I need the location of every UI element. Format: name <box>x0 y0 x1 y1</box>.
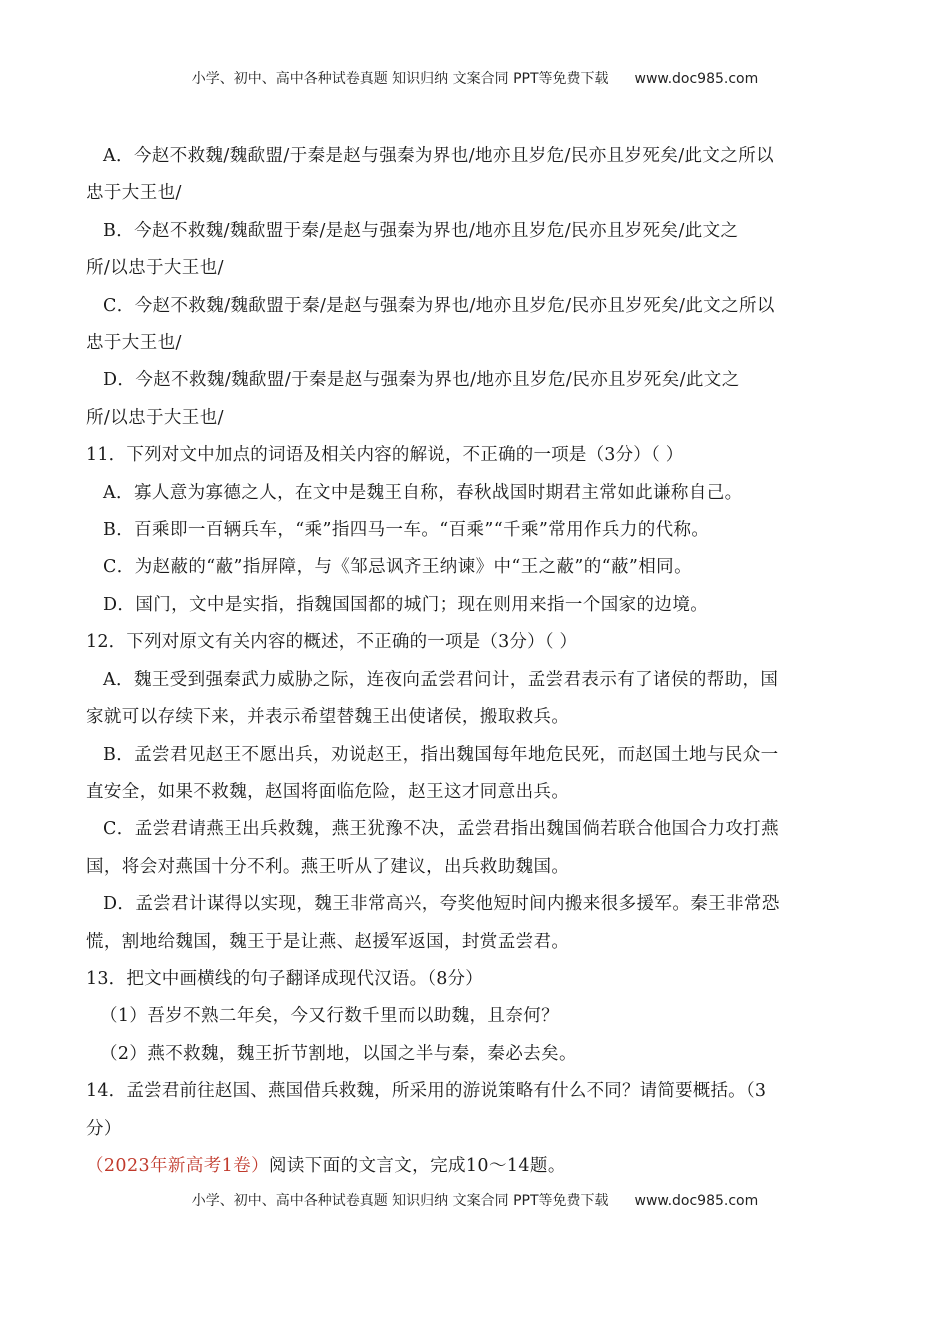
q11-option-c: C．为赵蔽的“蔽”指屏障，与《邹忌讽齐王纳谏》中“王之蔽”的“蔽”相同。 <box>103 557 692 578</box>
footer-site-link[interactable]: www.doc985.com <box>634 1193 759 1209</box>
q10-option-d-line1: D．今赵不救魏/魏歃盟/于秦是赵与强秦为界也/地亦且岁危/民亦且岁死矣/此文之 <box>103 370 740 391</box>
q11-option-b: B．百乘即一百辆兵车，“乘”指四马一车。“百乘”“千乘”常用作兵力的代称。 <box>103 520 710 541</box>
q10-option-c-line2: 忠于大王也/ <box>86 333 182 354</box>
q10-option-a-line1: A．今赵不救魏/魏歃盟/于秦是赵与强秦为界也/地亦且岁危/民亦且岁死矣/此文之所以 <box>103 146 775 166</box>
q11-stem: 11．下列对文中加点的词语及相关内容的解说，不正确的一项是（3分）（ ） <box>86 445 684 466</box>
q14-stem-line1: 14．孟尝君前往赵国、燕国借兵救魏，所采用的游说策略有什么不同？请简要概括。（3 <box>86 1081 767 1102</box>
q11-option-d: D．国门，文中是实指，指魏国国都的城门；现在则用来指一个国家的边境。 <box>103 594 709 615</box>
q12-option-d-line1: D．孟尝君计谋得以实现，魏王非常高兴，夸奖他短时间内搬来很多援军。秦王非常恐 <box>103 894 780 915</box>
q12-option-c-line1: C．孟尝君请燕王出兵救魏，燕王犹豫不决，孟尝君指出魏国倘若联合他国合力攻打燕 <box>103 819 780 840</box>
q13-sentence-1: （1）吾岁不熟二年矣，今又行数千里而以助魏，且奈何？ <box>100 1006 560 1027</box>
document-body <box>86 138 866 1185</box>
q12-option-a-line1: A．魏王受到强秦武力威胁之际，连夜向孟尝君问计，孟尝君表示有了诸侯的帮助，国 <box>103 669 779 690</box>
q14-stem-line2: 分） <box>86 1118 122 1139</box>
header-site-link[interactable]: www.doc985.com <box>634 71 759 87</box>
next-section-intro <box>86 1148 866 1185</box>
q11-option-a: A．寡人意为寡德之人，在文中是魏王自称，春秋战国时期君主常如此谦称自己。 <box>103 482 743 503</box>
q12-stem: 12．下列对原文有关内容的概述，不正确的一项是（3分）（ ） <box>86 632 578 653</box>
q12-option-d-line2: 慌，割地给魏国，魏王于是让燕、赵援军返国，封赏孟尝君。 <box>86 931 570 952</box>
q10-option-d-line2: 所/以忠于大王也/ <box>86 407 224 428</box>
q10-option-b-line2: 所/以忠于大王也/ <box>86 258 224 279</box>
footer-text: 小学、初中、高中各种试卷真题 知识归纳 文案合同 PPT等免费下载 <box>191 1193 609 1209</box>
page-footer <box>0 1190 950 1210</box>
q10-option-c-line1: C．今赵不救魏/魏歃盟于秦/是赵与强秦为界也/地亦且岁危/民亦且岁死矣/此文之所以 <box>103 295 775 316</box>
q13-stem: 13．把文中画横线的句子翻译成现代汉语。（8分） <box>86 968 483 989</box>
page-header <box>0 68 950 88</box>
q10-option-b-line1: B．今赵不救魏/魏歃盟于秦/是赵与强秦为界也/地亦且岁危/民亦且岁死矣/此文之 <box>103 220 739 241</box>
source-label: （2023年新高考1卷） <box>86 1155 269 1176</box>
next-section-text: 阅读下面的文言文，完成10～14题。 <box>268 1155 566 1176</box>
q12-option-b-line2: 直安全，如果不救魏，赵国将面临危险，赵王这才同意出兵。 <box>86 781 570 802</box>
header-text: 小学、初中、高中各种试卷真题 知识归纳 文案合同 PPT等免费下载 <box>191 71 609 87</box>
q13-sentence-2: （2）燕不救魏，魏王折节割地，以国之半与秦，秦必去矣。 <box>100 1043 577 1064</box>
q10-option-a-line2: 忠于大王也/ <box>86 183 182 204</box>
q12-option-b-line1: B．孟尝君见赵王不愿出兵，劝说赵王，指出魏国每年地危民死，而赵国土地与民众一 <box>103 744 779 765</box>
q12-option-c-line2: 国，将会对燕国十分不利。燕王听从了建议，出兵救助魏国。 <box>86 856 570 877</box>
q12-option-a-line2: 家就可以存续下来，并表示希望替魏王出使诸侯，搬取救兵。 <box>86 707 570 728</box>
